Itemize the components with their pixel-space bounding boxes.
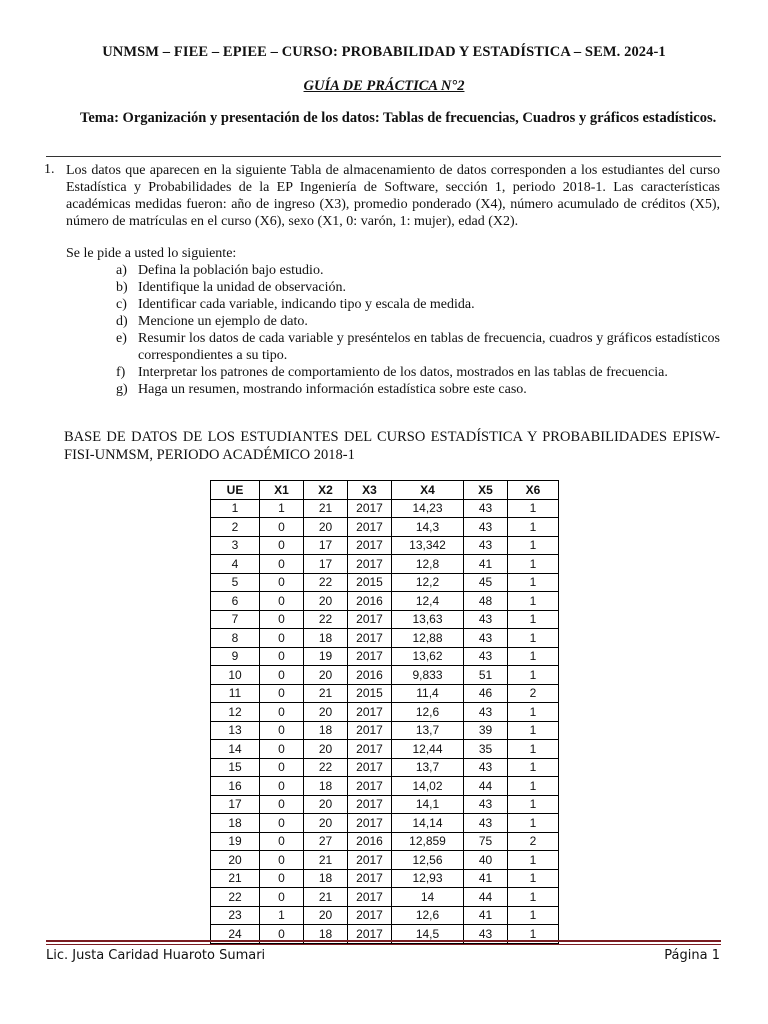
table-cell: 0: [260, 925, 304, 944]
database-title: BASE DE DATOS DE LOS ESTUDIANTES DEL CURSO ESTADÍSTICA Y PROBABILIDADES EPISW-FISI-UNMSM, PERIODO ACADÉMICO 2018-1: [64, 429, 720, 463]
table-cell: 0: [260, 592, 304, 611]
task-item: [116, 296, 720, 313]
table-cell: 2015: [348, 573, 392, 592]
table-cell: 1: [508, 518, 559, 537]
table-cell: 2017: [348, 629, 392, 648]
table-cell: 1: [508, 666, 559, 685]
header-divider: [46, 156, 721, 157]
table-cell: 20: [304, 666, 348, 685]
table-cell: 43: [464, 518, 508, 537]
column-header: X6: [508, 481, 559, 500]
table-row: [211, 684, 559, 703]
table-row: [211, 888, 559, 907]
task-item: [116, 262, 720, 279]
column-header: UE: [211, 481, 260, 500]
table-cell: 2017: [348, 758, 392, 777]
table-cell: 22: [211, 888, 260, 907]
table-cell: 14,3: [392, 518, 464, 537]
table-cell: 0: [260, 666, 304, 685]
table-cell: 12,56: [392, 851, 464, 870]
table-cell: 1: [508, 536, 559, 555]
table-cell: 21: [304, 851, 348, 870]
table-cell: 0: [260, 814, 304, 833]
table-cell: 1: [508, 629, 559, 648]
table-cell: 43: [464, 647, 508, 666]
question-number: 1.: [44, 162, 55, 177]
task-marker: d): [116, 314, 128, 329]
table-cell: 44: [464, 777, 508, 796]
table-cell: 2017: [348, 647, 392, 666]
table-cell: 2017: [348, 814, 392, 833]
table-cell: 9,833: [392, 666, 464, 685]
table-cell: 1: [508, 925, 559, 944]
table-header-row: [211, 481, 559, 500]
table-cell: 43: [464, 629, 508, 648]
task-marker: c): [116, 297, 127, 312]
column-header: X3: [348, 481, 392, 500]
table-cell: 23: [211, 906, 260, 925]
table-cell: 17: [304, 536, 348, 555]
table-cell: 41: [464, 555, 508, 574]
table-cell: 48: [464, 592, 508, 611]
table-cell: 1: [508, 499, 559, 518]
table-cell: 2017: [348, 610, 392, 629]
table-cell: 0: [260, 684, 304, 703]
table-cell: 2017: [348, 851, 392, 870]
table-cell: 40: [464, 851, 508, 870]
table-cell: 20: [304, 814, 348, 833]
table-cell: 0: [260, 518, 304, 537]
task-item: [116, 381, 720, 398]
table-cell: 1: [508, 814, 559, 833]
table-cell: 2015: [348, 684, 392, 703]
table-cell: 21: [211, 869, 260, 888]
table-cell: 39: [464, 721, 508, 740]
table-cell: 20: [304, 795, 348, 814]
table-cell: 1: [508, 740, 559, 759]
table-cell: 4: [211, 555, 260, 574]
column-header: X1: [260, 481, 304, 500]
table-cell: 22: [304, 610, 348, 629]
table-cell: 20: [304, 592, 348, 611]
table-cell: 13,342: [392, 536, 464, 555]
table-cell: 0: [260, 777, 304, 796]
table-cell: 20: [211, 851, 260, 870]
table-cell: 0: [260, 758, 304, 777]
table-cell: 21: [304, 499, 348, 518]
table-cell: 20: [304, 703, 348, 722]
table-cell: 2: [211, 518, 260, 537]
table-cell: 12,93: [392, 869, 464, 888]
table-row: [211, 814, 559, 833]
table-cell: 45: [464, 573, 508, 592]
table-cell: 13,62: [392, 647, 464, 666]
table-cell: 2017: [348, 740, 392, 759]
table-cell: 27: [304, 832, 348, 851]
table-cell: 20: [304, 740, 348, 759]
table-cell: 0: [260, 610, 304, 629]
table-cell: 0: [260, 703, 304, 722]
table-cell: 14: [211, 740, 260, 759]
question-text: Los datos que aparecen en la siguiente Tabla de almacenamiento de datos corresponden a los estudiantes del curso Estadística y Probabilidades de la EP Ingeniería de Software, sección 1, periodo 2018-1. Las características académicas medidas fueron: año de ingreso (X3), promedio ponderado (X4), número acumulado de créditos (X5), número de matrículas en el curso (X6), sexo (X1, 0: varón, 1: mujer), edad (X2).: [66, 163, 720, 229]
table-cell: 2017: [348, 888, 392, 907]
table-cell: 1: [508, 758, 559, 777]
table-cell: 6: [211, 592, 260, 611]
table-row: [211, 573, 559, 592]
task-text: Mencione un ejemplo de dato.: [138, 314, 308, 329]
table-cell: 10: [211, 666, 260, 685]
table-cell: 0: [260, 869, 304, 888]
table-cell: 14,1: [392, 795, 464, 814]
table-cell: 75: [464, 832, 508, 851]
table-cell: 14,14: [392, 814, 464, 833]
table-cell: 2017: [348, 906, 392, 925]
table-cell: 20: [304, 906, 348, 925]
task-marker: a): [116, 263, 127, 278]
table-row: [211, 869, 559, 888]
table-cell: 18: [304, 777, 348, 796]
table-cell: 0: [260, 740, 304, 759]
table-cell: 14,02: [392, 777, 464, 796]
table-cell: 12,6: [392, 703, 464, 722]
task-item: [116, 364, 720, 381]
table-cell: 46: [464, 684, 508, 703]
table-cell: 1: [508, 777, 559, 796]
table-cell: 2017: [348, 703, 392, 722]
table-cell: 2017: [348, 536, 392, 555]
question-lead: Se le pide a usted lo siguiente:: [66, 246, 237, 261]
table-cell: 13,63: [392, 610, 464, 629]
table-row: [211, 758, 559, 777]
table-cell: 1: [508, 888, 559, 907]
table-cell: 43: [464, 925, 508, 944]
table-cell: 12,6: [392, 906, 464, 925]
student-data-table: [210, 480, 559, 944]
table-cell: 20: [304, 518, 348, 537]
table-cell: 13: [211, 721, 260, 740]
task-text: Defina la población bajo estudio.: [138, 263, 324, 278]
task-list: [116, 262, 720, 398]
table-cell: 43: [464, 814, 508, 833]
table-cell: 1: [508, 647, 559, 666]
table-cell: 12,4: [392, 592, 464, 611]
task-marker: g): [116, 382, 128, 397]
column-header: X2: [304, 481, 348, 500]
table-row: [211, 740, 559, 759]
table-cell: 17: [211, 795, 260, 814]
table-cell: 1: [508, 703, 559, 722]
table-cell: 3: [211, 536, 260, 555]
table-cell: 0: [260, 851, 304, 870]
table-cell: 0: [260, 629, 304, 648]
table-cell: 2017: [348, 555, 392, 574]
table-cell: 0: [260, 573, 304, 592]
footer-divider: [46, 940, 721, 942]
task-text: Identifique la unidad de observación.: [138, 280, 346, 295]
table-row: [211, 536, 559, 555]
table-cell: 18: [304, 869, 348, 888]
table-cell: 1: [508, 851, 559, 870]
table-cell: 21: [304, 888, 348, 907]
table-cell: 1: [508, 610, 559, 629]
footer-page-number: Página 1: [664, 948, 720, 963]
table-cell: 51: [464, 666, 508, 685]
table-cell: 16: [211, 777, 260, 796]
footer-author: Lic. Justa Caridad Huaroto Sumari: [46, 948, 266, 963]
column-header: X5: [464, 481, 508, 500]
table-cell: 0: [260, 721, 304, 740]
guide-title: GUÍA DE PRÁCTICA N°2: [303, 78, 465, 94]
table-cell: 43: [464, 536, 508, 555]
table-row: [211, 647, 559, 666]
table-cell: 17: [304, 555, 348, 574]
table-cell: 12,88: [392, 629, 464, 648]
task-text: Resumir los datos de cada variable y preséntelos en tablas de frecuencia, cuadros y gráficos estadísticos correspondientes a su tipo.: [138, 331, 720, 363]
table-cell: 0: [260, 555, 304, 574]
table-cell: 44: [464, 888, 508, 907]
topic-heading: Tema: Organización y presentación de los datos: Tablas de frecuencias, Cuadros y gráficos estadísticos.: [80, 110, 717, 126]
table-cell: 1: [508, 795, 559, 814]
table-cell: 2016: [348, 666, 392, 685]
table-row: [211, 499, 559, 518]
table-cell: 0: [260, 536, 304, 555]
table-cell: 9: [211, 647, 260, 666]
table-body: [211, 499, 559, 943]
table-cell: 5: [211, 573, 260, 592]
table-cell: 18: [211, 814, 260, 833]
table-cell: 0: [260, 647, 304, 666]
table-cell: 13,7: [392, 758, 464, 777]
table-cell: 18: [304, 721, 348, 740]
table-cell: 43: [464, 703, 508, 722]
table-cell: 2017: [348, 795, 392, 814]
table-cell: 1: [508, 592, 559, 611]
task-marker: b): [116, 280, 128, 295]
table-row: [211, 666, 559, 685]
table-cell: 1: [260, 906, 304, 925]
table-cell: 2017: [348, 721, 392, 740]
table-cell: 1: [508, 555, 559, 574]
table-cell: 24: [211, 925, 260, 944]
table-cell: 2016: [348, 592, 392, 611]
task-text: Interpretar los patrones de comportamiento de los datos, mostrados en las tablas de frecuencia.: [138, 365, 668, 380]
table-row: [211, 832, 559, 851]
table-cell: 2017: [348, 499, 392, 518]
task-marker: e): [116, 331, 127, 346]
table-cell: 1: [211, 499, 260, 518]
table-cell: 11: [211, 684, 260, 703]
table-cell: 43: [464, 758, 508, 777]
table-cell: 1: [508, 721, 559, 740]
table-cell: 0: [260, 888, 304, 907]
table-cell: 43: [464, 610, 508, 629]
table-cell: 8: [211, 629, 260, 648]
table-row: [211, 703, 559, 722]
table-cell: 2017: [348, 518, 392, 537]
table-cell: 0: [260, 832, 304, 851]
table-cell: 2: [508, 832, 559, 851]
table-cell: 1: [508, 906, 559, 925]
table-cell: 12,8: [392, 555, 464, 574]
task-item: [116, 279, 720, 296]
table-cell: 41: [464, 906, 508, 925]
table-cell: 13,7: [392, 721, 464, 740]
table-cell: 19: [211, 832, 260, 851]
table-cell: 41: [464, 869, 508, 888]
table-cell: 19: [304, 647, 348, 666]
table-cell: 1: [508, 869, 559, 888]
column-header: X4: [392, 481, 464, 500]
table-cell: 15: [211, 758, 260, 777]
table-row: [211, 610, 559, 629]
table-cell: 14,5: [392, 925, 464, 944]
table-cell: 2017: [348, 777, 392, 796]
table-cell: 7: [211, 610, 260, 629]
table-row: [211, 592, 559, 611]
table-cell: 14,23: [392, 499, 464, 518]
table-cell: 12,2: [392, 573, 464, 592]
table-row: [211, 851, 559, 870]
table-cell: 21: [304, 684, 348, 703]
table-cell: 18: [304, 629, 348, 648]
task-text: Identificar cada variable, indicando tipo y escala de medida.: [138, 297, 475, 312]
table-cell: 43: [464, 795, 508, 814]
table-cell: 2016: [348, 832, 392, 851]
table-row: [211, 795, 559, 814]
task-item: [116, 313, 720, 330]
task-marker: f): [116, 365, 126, 380]
table-cell: 2: [508, 684, 559, 703]
table-cell: 12: [211, 703, 260, 722]
table-row: [211, 721, 559, 740]
table-cell: 11,4: [392, 684, 464, 703]
table-cell: 12,44: [392, 740, 464, 759]
table-cell: 2017: [348, 869, 392, 888]
footer-divider-thin: [46, 944, 721, 945]
table-cell: 35: [464, 740, 508, 759]
table-cell: 12,859: [392, 832, 464, 851]
table-cell: 1: [260, 499, 304, 518]
table-cell: 1: [508, 573, 559, 592]
table-cell: 22: [304, 573, 348, 592]
course-header: UNMSM – FIEE – EPIEE – CURSO: PROBABILIDAD Y ESTADÍSTICA – SEM. 2024-1: [102, 44, 666, 60]
task-item: [116, 330, 720, 364]
table-row: [211, 518, 559, 537]
table-row: [211, 629, 559, 648]
table-cell: 18: [304, 925, 348, 944]
task-text: Haga un resumen, mostrando información estadística sobre este caso.: [138, 382, 527, 397]
table-cell: 43: [464, 499, 508, 518]
table-row: [211, 555, 559, 574]
table-cell: 0: [260, 795, 304, 814]
table-row: [211, 906, 559, 925]
table-cell: 22: [304, 758, 348, 777]
table-cell: 2017: [348, 925, 392, 944]
table-cell: 14: [392, 888, 464, 907]
table-row: [211, 777, 559, 796]
